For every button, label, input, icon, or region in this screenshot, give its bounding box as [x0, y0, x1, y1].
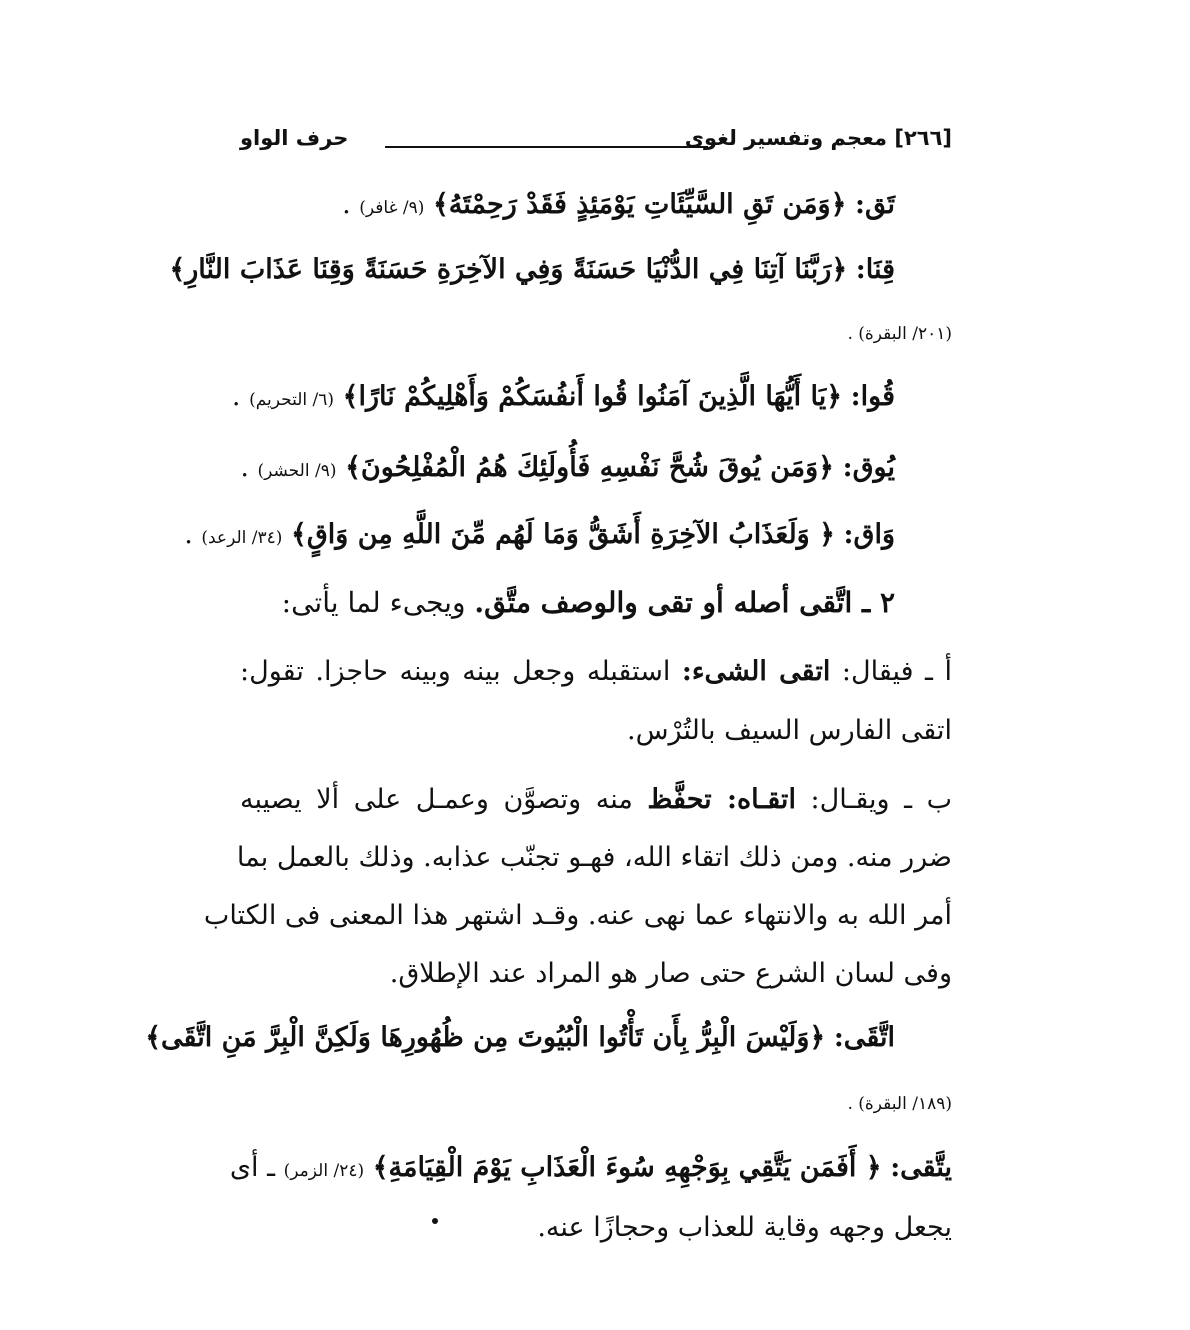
- paragraph-text: أ ـ فيقال:: [830, 656, 952, 687]
- paragraph-text: وفى لسان الشرع حتى صار هو المراد عند الإطلاق.: [389, 958, 952, 989]
- book-title: معجم وتفسير لغوى: [684, 126, 888, 150]
- line-end: .: [231, 381, 241, 412]
- verse-quote: ﴿يَا أَيُّهَا الَّذِينَ آمَنُوا قُوا أَنفُسَكُمْ وَأَهْلِيكُمْ نَارًا﴾: [342, 381, 843, 412]
- heading-bold: ٢ ـ اتَّقى أصله أو تقى والوصف متَّق.: [474, 586, 895, 619]
- line-end: ـ أى: [229, 1152, 276, 1183]
- verse-lead: اتَّقَى:: [833, 1022, 895, 1053]
- speck: [432, 1218, 438, 1224]
- verse-line-qina: [169, 250, 895, 290]
- verse-lead: تَق:: [855, 189, 895, 220]
- section-title: حرف الواو: [240, 126, 349, 150]
- paragraph-last-line: [537, 1208, 952, 1248]
- verse-reference: (٩/ الحشر): [257, 461, 337, 481]
- verse-lead: قِنَا:: [855, 254, 895, 285]
- paragraph-text: اتقى الفارس السيف بالتُرْس.: [626, 715, 952, 746]
- paragraph-b-line-1: [240, 780, 952, 820]
- line-end: .: [240, 452, 249, 483]
- section-heading-2: [282, 583, 895, 623]
- verse-reference: (٣٤/ الرعد): [201, 528, 283, 548]
- paragraph-b-line-4: [390, 954, 952, 994]
- paragraph-text: منه وتصوَّن وعمـل على ألا يصيبه: [240, 784, 648, 815]
- line-end: .: [847, 324, 853, 344]
- verse-reference: (١٨٩/ البقرة): [858, 1094, 952, 1114]
- paragraph-text: ضرر منه. ومن ذلك اتقاء الله، فهـو تجنّب عذابه. وذلك بالعمل بما: [236, 842, 952, 873]
- line-end: .: [342, 189, 351, 220]
- verse-reference: (٢٤/ الزمر): [283, 1161, 365, 1181]
- verse-line-ittaqa: [145, 1018, 895, 1058]
- verse-line-yuq: [240, 448, 895, 491]
- term-bold: اتقى الشىء:: [681, 656, 831, 687]
- verse-reference: (٢٠١/ البقرة): [858, 324, 952, 344]
- verse-line-yattaqi: [229, 1148, 952, 1191]
- page-number: [٢٦٦]: [894, 126, 952, 150]
- verse-quote: ﴿ وَلَعَذَابُ الآخِرَةِ أَشَقُّ وَمَا لَهُم مِّنَ اللَّهِ مِن وَاقٍ﴾: [291, 519, 835, 550]
- verse-reference: (٩/ غافر): [359, 198, 425, 218]
- verse-reference: (٦/ التحريم): [249, 390, 335, 410]
- paragraph-b-line-3: [203, 896, 952, 936]
- running-title: [685, 126, 952, 150]
- verse-quote: ﴿وَمَن تَقِ السَّيِّئَاتِ يَوْمَئِذٍ فَقَدْ رَحِمْتَهُ﴾: [432, 189, 847, 220]
- paragraph-a-line-1: [240, 652, 952, 692]
- verse-quote: ﴿رَبَّنَا آتِنَا فِي الدُّنْيَا حَسَنَةً وَفِي الآخِرَةِ حَسَنَةً وَقِنَا عَذَابَ النَّارِ﴾: [169, 254, 848, 285]
- verse-quote: ﴿وَمَن يُوقَ شُحَّ نَفْسِهِ فَأُولَئِكَ هُمُ الْمُفْلِحُونَ﴾: [345, 452, 835, 483]
- verse-line-taq: [342, 185, 895, 228]
- paragraph-a-line-2: [627, 711, 952, 751]
- verse-line-qu: [232, 377, 895, 420]
- verse-lead: قُوا:: [850, 381, 895, 412]
- verse-lead: يُوق:: [842, 452, 895, 483]
- term-bold: اتقـاه: تحفَّظ: [647, 784, 796, 815]
- paragraph-text: يجعل وجهه وقاية للعذاب وحجازًا عنه.: [537, 1212, 952, 1243]
- page-header: [230, 120, 960, 164]
- verse-lead: يتَّقى:: [890, 1152, 952, 1183]
- verse-ref-line: [847, 1084, 952, 1124]
- header-rule: [385, 146, 708, 148]
- verse-line-waq: [184, 515, 895, 558]
- line-end: .: [184, 519, 193, 550]
- verse-quote: ﴿وَلَيْسَ الْبِرُّ بِأَن تَأْتُوا الْبُيُوتَ مِن ظُهُورِهَا وَلَكِنَّ الْبِرَّ مَنِ اتَّقَى﴾: [145, 1022, 826, 1053]
- paragraph-text: ب ـ ويقـال:: [795, 784, 953, 815]
- line-end: .: [847, 1094, 853, 1114]
- paragraph-text: استقبله وجعل بينه وبينه حاجزا. تقول:: [240, 656, 682, 687]
- verse-lead: وَاق:: [843, 519, 895, 550]
- paragraph-text: أمر الله به والانتهاء عما نهى عنه. وقـد اشتهر هذا المعنى فى الكتاب: [203, 900, 952, 931]
- paragraph-b-line-2: [236, 838, 952, 878]
- verse-ref-line: [847, 314, 952, 354]
- heading-text: ويجىء لما يأتى:: [281, 586, 475, 619]
- verse-quote: ﴿ أَفَمَن يَتَّقِي بِوَجْهِهِ سُوءَ الْعَذَابِ يَوْمَ الْقِيَامَةِ﴾: [372, 1152, 882, 1183]
